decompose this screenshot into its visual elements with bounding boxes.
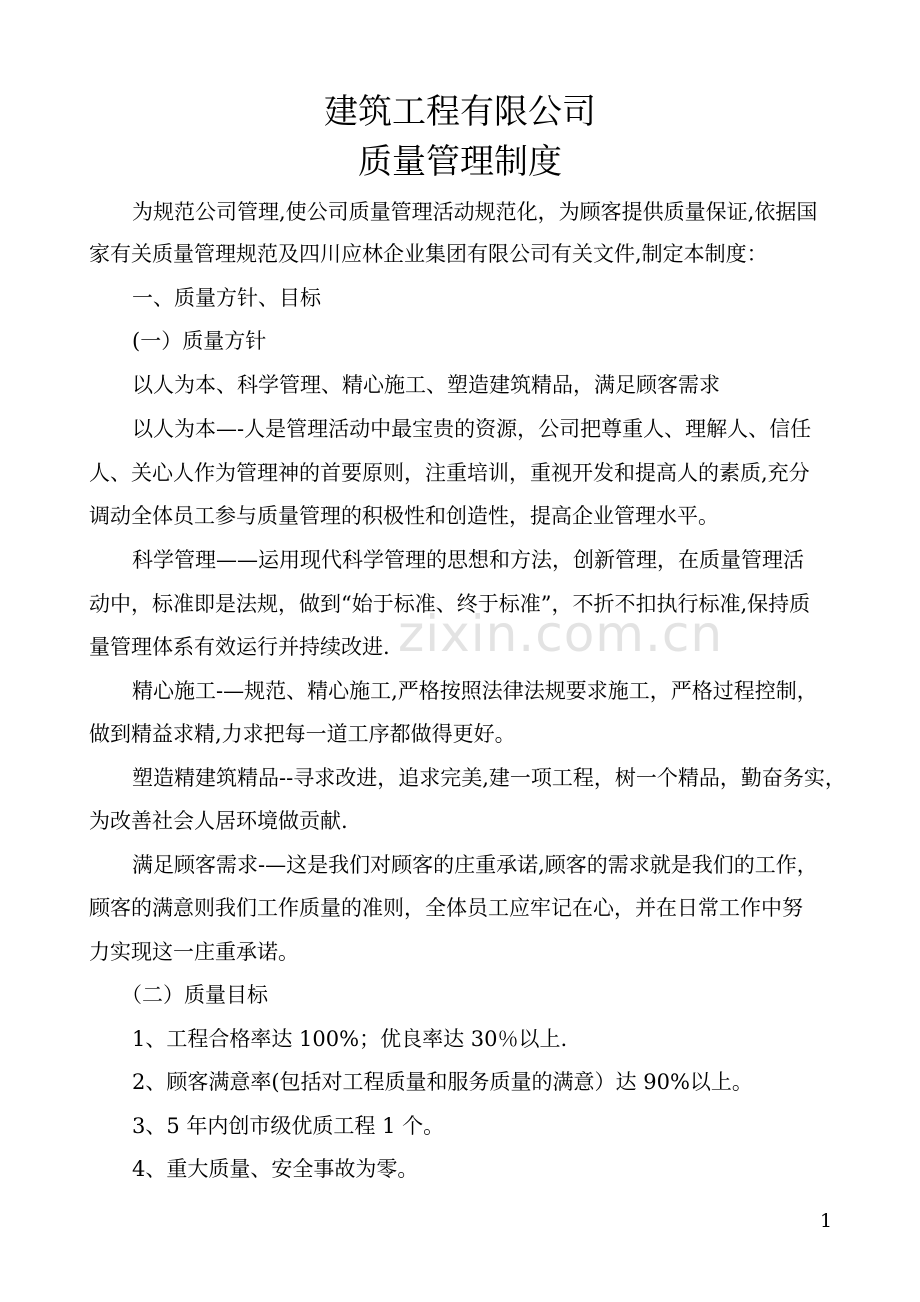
body-line: 满足顾客需求-—这是我们对顾客的庄重承诺,顾客的需求就是我们的工作， xyxy=(132,853,818,877)
body-line: 精心施工-—规范、精心施工,严格按照法律法规要求施工，严格过程控制， xyxy=(132,679,818,703)
body-line: 塑造精建筑精品--寻求改进，追求完美,建一项工程，树一个精品，勤奋务实， xyxy=(132,766,846,790)
body-line: 力实现这一庄重承诺。 xyxy=(89,940,299,964)
body-line: 家有关质量管理规范及四川应林企业集团有限公司有关文件,制定本制度： xyxy=(89,242,768,266)
body-line: 顾客的满意则我们工作质量的准则，全体员工应牢记在心，并在日常工作中努 xyxy=(89,896,803,920)
body-line: 以人为本—-人是管理活动中最宝贵的资源，公司把尊重人、理解人、信任 xyxy=(132,417,812,441)
body-line: 动中，标准即是法规，做到“始于标准、终于标准”，不折不扣执行标准,保持质 xyxy=(89,592,811,616)
subsection-heading-quality-objectives: （二）质量目标 xyxy=(121,983,268,1007)
section-heading-policy-objectives: 一、质量方针、目标 xyxy=(132,286,321,310)
body-line: 调动全体员工参与质量管理的积极性和创造性，提高企业管理水平。 xyxy=(89,504,719,528)
objective-item: 3、5 年内创市级优质工程 1 个。 xyxy=(132,1114,445,1138)
objective-item: 4、重大质量、安全事故为零。 xyxy=(132,1157,419,1181)
document-title-policy: 质量管理制度 xyxy=(358,142,562,182)
subsection-heading-quality-policy: (一）质量方针 xyxy=(132,329,267,353)
policy-statement: 以人为本、科学管理、精心施工、塑造建筑精品，满足顾客需求 xyxy=(132,373,720,397)
body-line: 做到精益求精,力求把每一道工序都做得更好。 xyxy=(89,722,516,746)
objective-item: 1、工程合格率达 100%；优良率达 30％以上. xyxy=(132,1027,568,1051)
page-number: 1 xyxy=(820,1210,833,1232)
objective-item: 2、顾客满意率(包括对工程质量和服务质量的满意）达 90%以上。 xyxy=(132,1070,753,1094)
body-line: 人、关心人作为管理神的首要原则，注重培训，重视开发和提高人的素质,充分 xyxy=(89,461,810,485)
body-line: 量管理体系有效运行并持续改进. xyxy=(89,635,390,659)
body-line: 科学管理——运用现代科学管理的思想和方法，创新管理，在质量管理活 xyxy=(132,548,804,572)
body-line: 为改善社会人居环境做贡献. xyxy=(89,809,348,833)
document-title-company: 建筑工程有限公司 xyxy=(324,92,596,132)
watermark-text: zixin.com.cn xyxy=(398,605,724,663)
body-line: 为规范公司管理,使公司质量管理活动规范化，为顾客提供质量保证,依据国 xyxy=(132,200,818,224)
